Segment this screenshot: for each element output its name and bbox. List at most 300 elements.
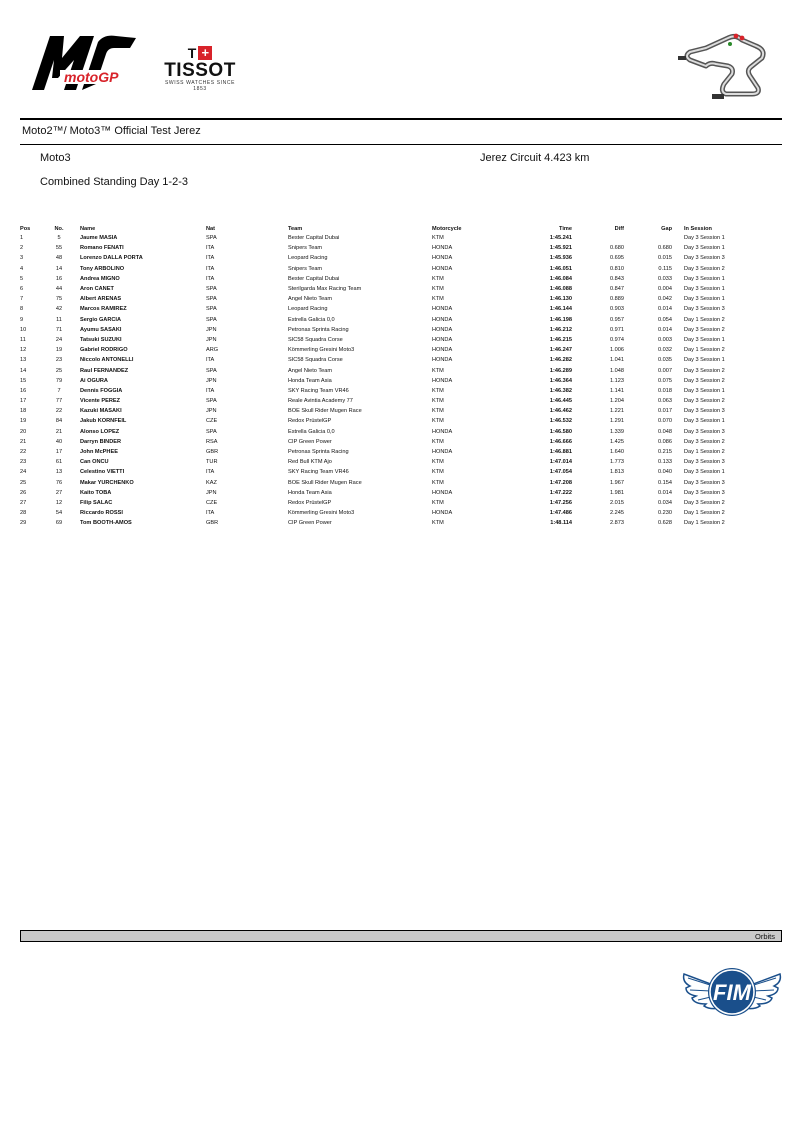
cell-team: Estrella Galicia 0,0 [288, 316, 335, 323]
cell-in-session: Day 3 Session 2 [684, 499, 725, 506]
table-row [20, 345, 782, 355]
cell-motorcycle: KTM [432, 469, 444, 476]
cell-motorcycle: HONDA [432, 255, 453, 262]
cell-nat: ITA [206, 245, 215, 252]
cell-gap: 0.154 [658, 479, 672, 486]
cell-diff: 0.889 [610, 296, 624, 303]
cell-pos: 4 [20, 265, 24, 272]
cell-number: 75 [55, 296, 63, 303]
cell-diff: 1.967 [610, 479, 624, 486]
tissot-logo [160, 44, 240, 92]
fim-logo [680, 962, 784, 1024]
cell-motorcycle: KTM [432, 296, 444, 303]
cell-diff: 1.221 [610, 408, 624, 415]
cell-pos: 27 [20, 499, 27, 506]
cell-pos: 11 [20, 336, 26, 343]
cell-gap: 0.075 [658, 377, 672, 384]
results-body [20, 233, 782, 528]
table-row [20, 304, 782, 314]
table-row [20, 376, 782, 386]
cell-in-session: Day 3 Session 3 [684, 428, 725, 435]
cell-team: Bester Capital Dubai [288, 235, 340, 242]
col-header-nat: Nat [206, 225, 216, 232]
cell-in-session: Day 3 Session 2 [684, 377, 725, 384]
motogp-logo [24, 28, 152, 98]
cell-nat: ITA [206, 387, 215, 394]
cell-motorcycle: HONDA [432, 510, 453, 517]
cell-motorcycle: HONDA [432, 357, 453, 364]
cell-nat: SPA [206, 428, 217, 435]
table-row [20, 447, 782, 457]
circuit-info: Jerez Circuit 4.423 km [480, 152, 590, 164]
cell-nat: JPN [206, 336, 217, 343]
col-header-name: Name [80, 225, 96, 232]
cell-diff: 0.847 [610, 286, 624, 293]
cell-pos: 20 [20, 428, 27, 435]
cell-motorcycle: HONDA [432, 265, 453, 272]
cell-number: 55 [55, 245, 63, 252]
cell-diff: 1.041 [610, 357, 624, 364]
cell-number: 19 [55, 347, 63, 354]
cell-number: 42 [55, 306, 63, 313]
cell-number: 5 [57, 235, 61, 242]
cell-number: 13 [55, 469, 63, 476]
cell-diff: 1.048 [610, 367, 624, 374]
cell-in-session: Day 3 Session 1 [684, 336, 725, 343]
cell-name: Dennis FOGGIA [80, 387, 123, 394]
cell-time: 1:46.130 [549, 296, 572, 303]
cell-in-session: Day 3 Session 2 [684, 326, 725, 333]
cell-pos: 14 [20, 367, 27, 374]
table-row [20, 427, 782, 437]
table-row [20, 243, 782, 253]
cell-name: Tony ARBOLINO [80, 265, 125, 272]
cell-motorcycle: KTM [432, 398, 444, 405]
cell-time: 1:47.256 [549, 499, 572, 506]
cell-team: Leopard Racing [288, 255, 328, 262]
cell-pos: 23 [20, 459, 27, 466]
cell-time: 1:46.084 [549, 275, 572, 282]
cell-motorcycle: KTM [432, 418, 444, 425]
cell-number: 40 [55, 438, 63, 445]
cell-diff: 2.245 [610, 510, 624, 517]
cell-time: 1:46.247 [549, 347, 572, 354]
cell-pos: 25 [20, 479, 27, 486]
table-row [20, 488, 782, 498]
cell-time: 1:46.580 [549, 428, 572, 435]
cell-in-session: Day 3 Session 3 [684, 306, 725, 313]
cell-in-session: Day 3 Session 2 [684, 438, 725, 445]
cell-in-session: Day 1 Session 2 [684, 449, 725, 456]
cell-nat: JPN [206, 408, 217, 415]
cell-nat: RSA [206, 438, 218, 445]
cell-nat: ITA [206, 510, 215, 517]
col-header-diff: Diff [614, 225, 624, 232]
swiss-cross-icon: + [198, 46, 212, 60]
cell-time: 1:46.532 [549, 418, 572, 425]
cell-diff: 0.843 [610, 275, 624, 282]
cell-gap: 0.042 [658, 296, 672, 303]
cell-motorcycle: KTM [432, 275, 444, 282]
cell-nat: SPA [206, 367, 217, 374]
session-title: Combined Standing Day 1-2-3 [40, 176, 188, 188]
cell-team: BOE Skull Rider Mugen Race [288, 479, 362, 486]
cell-name: Filip SALAC [80, 499, 113, 506]
cell-time: 1:47.014 [549, 459, 572, 466]
cell-team: Reale Avintia Academy 77 [288, 398, 353, 405]
cell-diff: 1.813 [610, 469, 624, 476]
cell-number: 71 [55, 326, 63, 333]
cell-gap: 0.014 [658, 326, 672, 333]
cell-team: Petronas Sprinta Racing [288, 449, 349, 456]
cell-in-session: Day 1 Session 2 [684, 520, 725, 527]
cell-diff: 0.971 [610, 326, 624, 333]
cell-in-session: Day 3 Session 1 [684, 418, 725, 425]
cell-pos: 7 [20, 296, 24, 303]
cell-diff: 1.339 [610, 428, 624, 435]
cell-time: 1:47.486 [549, 510, 572, 517]
cell-gap: 0.015 [658, 255, 672, 262]
cell-name: Tom BOOTH-AMOS [80, 520, 132, 527]
cell-pos: 18 [20, 408, 27, 415]
cell-gap: 0.054 [658, 316, 672, 323]
table-row [20, 315, 782, 325]
cell-gap: 0.070 [658, 418, 672, 425]
cell-diff: 0.810 [610, 265, 624, 272]
table-row [20, 406, 782, 416]
cell-diff: 0.957 [610, 316, 624, 323]
cell-pos: 13 [20, 357, 27, 364]
cell-nat: ITA [206, 357, 215, 364]
cell-name: Can ONCU [80, 459, 109, 466]
cell-nat: ITA [206, 255, 215, 262]
cell-pos: 5 [20, 275, 24, 282]
cell-time: 1:48.114 [550, 520, 572, 527]
cell-name: Tatsuki SUZUKI [80, 336, 122, 343]
tissot-tagline: SWISS WATCHES SINCE 1853 [164, 80, 235, 92]
cell-number: 16 [55, 275, 63, 282]
cell-diff: 1.640 [610, 449, 624, 456]
cell-time: 1:46.289 [549, 367, 572, 374]
cell-motorcycle: HONDA [432, 377, 453, 384]
cell-time: 1:46.881 [549, 449, 572, 456]
cell-in-session: Day 3 Session 1 [684, 357, 725, 364]
cell-name: Kazuki MASAKI [80, 408, 122, 415]
class-name: Moto3 [40, 152, 71, 164]
cell-name: Jaume MASIA [80, 235, 118, 242]
col-header-pos: Pos [20, 225, 31, 232]
cell-in-session: Day 3 Session 3 [684, 459, 725, 466]
cell-team: CIP Green Power [288, 438, 332, 445]
table-row [20, 284, 782, 294]
cell-diff: 1.773 [610, 459, 624, 466]
cell-motorcycle: HONDA [432, 449, 453, 456]
table-row [20, 437, 782, 447]
cell-diff: 0.974 [610, 336, 624, 343]
cell-time: 1:46.364 [549, 377, 572, 384]
results-table [20, 224, 782, 528]
table-row [20, 264, 782, 274]
cell-pos: 8 [20, 306, 24, 313]
cell-motorcycle: KTM [432, 286, 444, 293]
cell-name: Gabriel RODRIGO [80, 347, 128, 354]
cell-name: Kaito TOBA [80, 489, 112, 496]
cell-diff: 0.680 [610, 245, 624, 252]
cell-nat: KAZ [206, 479, 217, 486]
cell-time: 1:47.054 [549, 469, 572, 476]
track-map-icon [676, 30, 784, 104]
cell-diff: 1.141 [610, 387, 624, 394]
cell-time: 1:46.088 [549, 286, 572, 293]
cell-name: Makar YURCHENKO [80, 479, 134, 486]
cell-team: Red Bull KTM Ajo [288, 459, 332, 466]
cell-team: Snipers Team [288, 245, 323, 252]
cell-team: SKY Racing Team VR46 [288, 387, 349, 394]
cell-nat: JPN [206, 377, 217, 384]
cell-name: Jakub KORNFEIL [80, 418, 127, 425]
cell-nat: ITA [206, 275, 215, 282]
cell-in-session: Day 3 Session 1 [684, 469, 725, 476]
cell-motorcycle: HONDA [432, 347, 453, 354]
footer-bar [20, 930, 782, 942]
cell-motorcycle: KTM [432, 367, 444, 374]
cell-motorcycle: KTM [432, 408, 444, 415]
cell-pos: 1 [20, 235, 24, 242]
cell-team: Leopard Racing [288, 306, 328, 313]
cell-team: Redox PrüstelGP [288, 418, 332, 425]
cell-nat: JPN [206, 489, 217, 496]
cell-nat: SPA [206, 235, 217, 242]
cell-motorcycle: KTM [432, 438, 444, 445]
cell-nat: SPA [206, 306, 217, 313]
table-row [20, 508, 782, 518]
cell-name: John McPHEE [80, 449, 118, 456]
table-row [20, 386, 782, 396]
cell-in-session: Day 3 Session 3 [684, 489, 725, 496]
cell-gap: 0.215 [658, 449, 672, 456]
cell-in-session: Day 3 Session 2 [684, 398, 725, 405]
cell-team: Kömmerling Gresini Moto3 [288, 510, 355, 517]
cell-name: Romano FENATI [80, 245, 124, 252]
cell-name: Alonso LOPEZ [80, 428, 120, 435]
cell-number: 21 [55, 428, 63, 435]
cell-name: Aron CANET [80, 286, 114, 293]
cell-nat: SPA [206, 286, 217, 293]
cell-team: SKY Racing Team VR46 [288, 469, 349, 476]
cell-team: CIP Green Power [288, 520, 332, 527]
cell-pos: 6 [20, 286, 24, 293]
cell-number: 76 [55, 479, 63, 486]
cell-name: Ai OGURA [80, 377, 108, 384]
cell-in-session: Day 3 Session 3 [684, 408, 725, 415]
cell-number: 84 [55, 418, 63, 425]
timing-provider: Orbits [754, 932, 775, 941]
cell-gap: 0.035 [658, 357, 672, 364]
col-header-time: Time [559, 225, 572, 232]
cell-name: Lorenzo DALLA PORTA [80, 255, 143, 262]
cell-pos: 9 [20, 316, 24, 323]
cell-diff: 1.981 [610, 489, 624, 496]
cell-gap: 0.086 [658, 438, 672, 445]
cell-time: 1:47.208 [549, 479, 572, 486]
cell-time: 1:46.215 [549, 336, 572, 343]
cell-in-session: Day 3 Session 2 [684, 367, 725, 374]
cell-time: 1:46.051 [549, 265, 572, 272]
cell-time: 1:46.445 [549, 398, 572, 405]
cell-nat: TUR [206, 459, 218, 466]
cell-in-session: Day 3 Session 3 [684, 479, 725, 486]
cell-pos: 3 [20, 255, 24, 262]
cell-name: Niccolo ANTONELLI [80, 357, 134, 364]
cell-team: Sterilgarda Max Racing Team [288, 286, 362, 293]
cell-gap: 0.014 [658, 306, 672, 313]
cell-motorcycle: HONDA [432, 428, 453, 435]
cell-gap: 0.133 [658, 459, 672, 466]
cell-gap: 0.063 [658, 398, 672, 405]
header-rule [20, 118, 782, 120]
cell-team: BOE Skull Rider Mugen Race [288, 408, 362, 415]
cell-name: Andrea MIGNO [80, 275, 120, 282]
cell-number: 7 [57, 387, 61, 394]
cell-in-session: Day 3 Session 1 [684, 286, 725, 293]
cell-in-session: Day 1 Session 2 [684, 510, 725, 517]
table-row [20, 325, 782, 335]
cell-number: 48 [55, 255, 63, 262]
cell-motorcycle: KTM [432, 387, 444, 394]
table-row [20, 365, 782, 375]
cell-name: Raul FERNANDEZ [80, 367, 129, 374]
table-row [20, 478, 782, 488]
cell-name: Riccardo ROSSI [80, 510, 123, 517]
cell-in-session: Day 3 Session 1 [684, 245, 725, 252]
cell-pos: 19 [20, 418, 27, 425]
event-title: Moto2™/ Moto3™ Official Test Jerez [22, 125, 201, 137]
cell-team: Bester Capital Dubai [288, 275, 340, 282]
cell-name: Celestino VIETTI [80, 469, 125, 476]
cell-team: Honda Team Asia [288, 377, 332, 384]
cell-time: 1:46.212 [549, 326, 572, 333]
cell-time: 1:46.666 [549, 438, 572, 445]
cell-gap: 0.033 [658, 275, 672, 282]
cell-name: Darryn BINDER [80, 438, 122, 445]
cell-number: 77 [55, 398, 63, 405]
col-header-in-session: In Session [684, 225, 712, 232]
cell-nat: ITA [206, 469, 215, 476]
cell-gap: 0.680 [658, 245, 672, 252]
cell-gap: 0.230 [658, 510, 672, 517]
cell-in-session: Day 3 Session 1 [684, 387, 725, 394]
cell-number: 25 [55, 367, 63, 374]
cell-motorcycle: KTM [432, 479, 444, 486]
cell-gap: 0.628 [658, 520, 672, 527]
cell-gap: 0.014 [658, 489, 672, 496]
table-row [20, 294, 782, 304]
cell-motorcycle: HONDA [432, 306, 453, 313]
cell-motorcycle: HONDA [432, 489, 453, 496]
cell-nat: SPA [206, 296, 217, 303]
cell-nat: CZE [206, 418, 218, 425]
table-row [20, 253, 782, 263]
cell-team: Angel Nieto Team [288, 367, 333, 374]
cell-team: Estrella Galicia 0,0 [288, 428, 335, 435]
cell-motorcycle: HONDA [432, 326, 453, 333]
cell-pos: 12 [20, 347, 27, 354]
cell-diff: 2.015 [610, 499, 624, 506]
cell-number: 79 [55, 377, 63, 384]
cell-pos: 10 [20, 326, 27, 333]
cell-time: 1:47.222 [549, 489, 572, 496]
cell-gap [624, 233, 672, 243]
cell-motorcycle: HONDA [432, 316, 453, 323]
table-row [20, 233, 782, 243]
cell-pos: 17 [20, 398, 27, 405]
cell-gap: 0.034 [658, 499, 672, 506]
cell-nat: JPN [206, 326, 217, 333]
cell-gap: 0.007 [658, 367, 672, 374]
col-header-gap: Gap [661, 225, 672, 232]
cell-pos: 28 [20, 510, 27, 517]
cell-gap: 0.048 [658, 428, 672, 435]
cell-number: 12 [55, 499, 63, 506]
cell-team: Angel Nieto Team [288, 296, 333, 303]
cell-number: 61 [55, 459, 63, 466]
cell-motorcycle: HONDA [432, 245, 453, 252]
cell-time: 1:46.144 [549, 306, 572, 313]
cell-in-session: Day 1 Session 2 [684, 347, 725, 354]
cell-motorcycle: KTM [432, 235, 444, 242]
cell-nat: GBR [206, 520, 219, 527]
cell-diff [572, 233, 624, 243]
cell-diff: 1.006 [610, 347, 624, 354]
cell-in-session: Day 3 Session 1 [684, 275, 725, 282]
tissot-brand: TISSOT [164, 60, 236, 81]
table-row [20, 274, 782, 284]
cell-in-session: Day 3 Session 1 [684, 235, 725, 242]
cell-pos: 15 [20, 377, 27, 384]
cell-nat: CZE [206, 499, 218, 506]
cell-time: 1:45.241 [549, 235, 572, 242]
cell-name: Albert ARENAS [80, 296, 122, 303]
cell-number: 69 [55, 520, 63, 527]
col-header-number: No. [54, 225, 64, 232]
cell-diff: 1.204 [610, 398, 624, 405]
cell-name: Marcos RAMIREZ [80, 306, 127, 313]
cell-team: Petronas Sprinta Racing [288, 326, 349, 333]
cell-number: 17 [55, 449, 63, 456]
cell-number: 22 [55, 408, 63, 415]
cell-pos: 21 [20, 438, 27, 445]
cell-pos: 26 [20, 489, 27, 496]
cell-motorcycle: HONDA [432, 336, 453, 343]
table-row [20, 396, 782, 406]
cell-in-session: Day 1 Session 2 [684, 316, 725, 323]
cell-gap: 0.115 [658, 265, 672, 272]
table-row [20, 335, 782, 345]
cell-team: SIC58 Squadra Corse [288, 357, 343, 364]
cell-team: Redox PrüstelGP [288, 499, 332, 506]
cell-motorcycle: KTM [432, 520, 444, 527]
svg-text:FIM: FIM [713, 980, 751, 1005]
cell-nat: ARG [206, 347, 219, 354]
cell-gap: 0.004 [658, 286, 672, 293]
cell-pos: 29 [20, 520, 27, 527]
cell-name: Vicente PEREZ [80, 398, 121, 405]
col-header-motorcycle: Motorcycle [432, 225, 462, 232]
cell-in-session: Day 3 Session 1 [684, 296, 725, 303]
cell-in-session: Day 3 Session 3 [684, 255, 725, 262]
cell-pos: 22 [20, 449, 27, 456]
cell-nat: SPA [206, 316, 217, 323]
